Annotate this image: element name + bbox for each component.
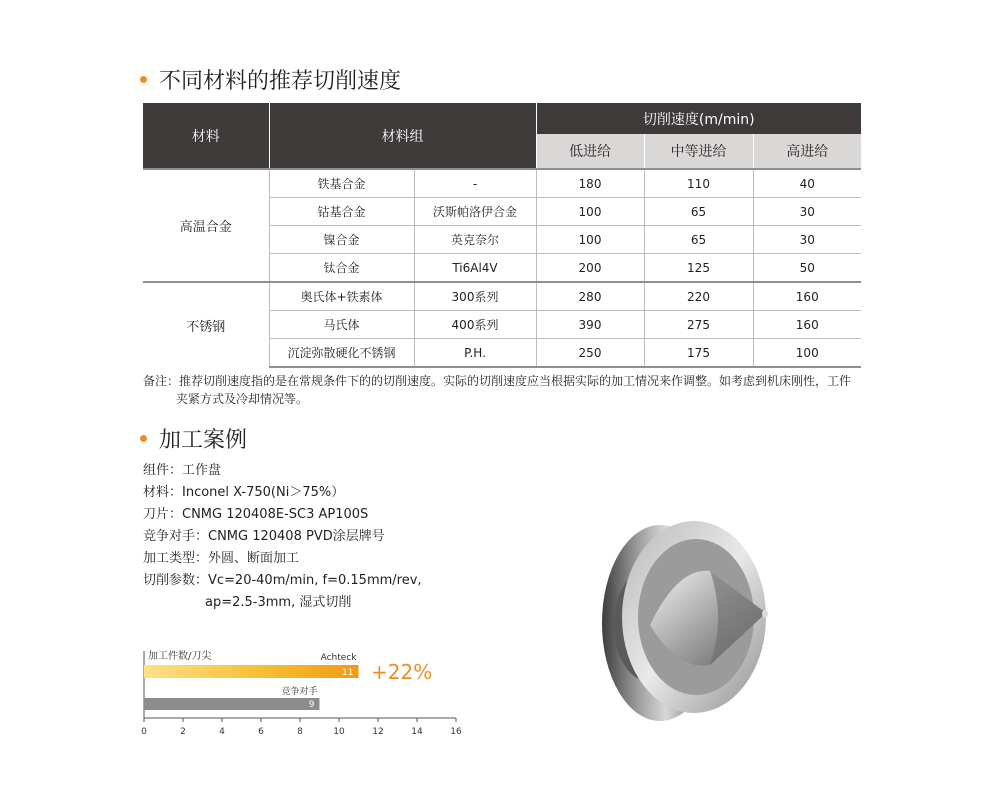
group-cell: 奥氏体+铁素体 [269, 282, 414, 311]
high-cell: 50 [753, 254, 861, 283]
series-label: Achteck [320, 653, 357, 663]
example-cell: 400系列 [414, 311, 536, 339]
x-tick-label: 12 [372, 727, 384, 737]
bar-value-label: 9 [308, 700, 315, 710]
mid-cell: 220 [644, 282, 753, 311]
x-tick-label: 14 [411, 727, 423, 737]
header-cutting-speed: 切削速度(m/min) [536, 103, 861, 134]
x-tick-label: 10 [333, 727, 345, 737]
group-cell: 沉淀弥散硬化不锈钢 [269, 339, 414, 368]
section-title-case-study [140, 423, 247, 454]
low-cell: 200 [536, 254, 644, 283]
case-process: 加工类型：外圆、断面加工 [143, 551, 300, 566]
case-insert: 刀片：CNMG 120408E-SC3 AP100S [143, 507, 369, 522]
example-cell: Ti6Al4V [414, 254, 536, 283]
table-row [143, 282, 861, 311]
case-params-line-1: 切削参数：Vc=20-40m/min, f=0.15mm/rev, [143, 573, 422, 588]
mid-cell: 275 [644, 311, 753, 339]
section-title-text: 不同材料的推荐切削速度 [159, 69, 402, 94]
low-cell: 180 [536, 169, 644, 198]
material-cell: 不锈钢 [143, 282, 269, 367]
x-tick-label: 4 [219, 727, 225, 737]
high-cell: 30 [753, 226, 861, 254]
header-material: 材料 [143, 103, 269, 169]
tool-life-bar-chart [143, 646, 473, 746]
chart-title: 加工件数/刀尖 [148, 651, 212, 662]
section-title-text: 加工案例 [159, 428, 248, 453]
improvement-annotation: +22% [371, 660, 433, 684]
high-cell: 40 [753, 169, 861, 198]
case-material: 材料：Inconel X-750(Ni＞75%） [143, 485, 345, 500]
bullet-icon [140, 435, 147, 442]
header-medium-feed: 中等进给 [644, 134, 753, 169]
example-cell: P.H. [414, 339, 536, 368]
low-cell: 250 [536, 339, 644, 368]
x-tick-label: 8 [297, 727, 303, 737]
low-cell: 280 [536, 282, 644, 311]
case-component: 组件：工作盘 [143, 463, 222, 478]
group-cell: 镍合金 [269, 226, 414, 254]
group-cell: 铁基合金 [269, 169, 414, 198]
group-cell: 钛合金 [269, 254, 414, 283]
case-params-line-2: ap=2.5-3mm, 湿式切削 [205, 595, 352, 610]
mid-cell: 65 [644, 198, 753, 226]
header-low-feed: 低进给 [536, 134, 644, 169]
x-tick-label: 16 [450, 727, 462, 737]
note-line-2: 夹紧方式及冷却情况等。 [176, 392, 309, 406]
example-cell: 英克奈尔 [414, 226, 536, 254]
mid-cell: 65 [644, 226, 753, 254]
low-cell: 100 [536, 226, 644, 254]
table-note [143, 372, 873, 408]
bullet-icon [140, 76, 147, 83]
high-cell: 30 [753, 198, 861, 226]
section-title-cutting-speed [140, 64, 401, 95]
series-label: 竞争对手 [281, 687, 318, 697]
x-tick-label: 2 [180, 727, 186, 737]
low-cell: 390 [536, 311, 644, 339]
mid-cell: 110 [644, 169, 753, 198]
example-cell: - [414, 169, 536, 198]
x-tick-label: 0 [141, 727, 147, 737]
bar-achteck [144, 665, 359, 678]
mid-cell: 175 [644, 339, 753, 368]
high-cell: 160 [753, 282, 861, 311]
bar-competitor [144, 698, 320, 710]
group-cell: 钴基合金 [269, 198, 414, 226]
header-high-feed: 高进给 [753, 134, 861, 169]
header-material-group: 材料组 [269, 103, 536, 169]
mid-cell: 125 [644, 254, 753, 283]
high-cell: 160 [753, 311, 861, 339]
high-cell: 100 [753, 339, 861, 368]
low-cell: 100 [536, 198, 644, 226]
group-cell: 马氏体 [269, 311, 414, 339]
case-competitor: 竞争对手：CNMG 120408 PVD涂层牌号 [143, 529, 385, 544]
cutting-speed-table [143, 103, 861, 368]
bar-value-label: 11 [342, 668, 354, 678]
x-tick-label: 6 [258, 727, 264, 737]
example-cell: 300系列 [414, 282, 536, 311]
case-details [143, 460, 422, 614]
material-cell: 高温合金 [143, 169, 269, 282]
note-line-1: 备注：推荐切削速度指的是在常规条件下的的切削速度。实际的切削速度应当根据实际的加工情况来作调整。如考虑到机床刚性，工件 [143, 374, 852, 388]
cone-tip [762, 610, 768, 618]
example-cell: 沃斯帕洛伊合金 [414, 198, 536, 226]
workpiece-image [598, 515, 770, 721]
table-row [143, 169, 861, 198]
